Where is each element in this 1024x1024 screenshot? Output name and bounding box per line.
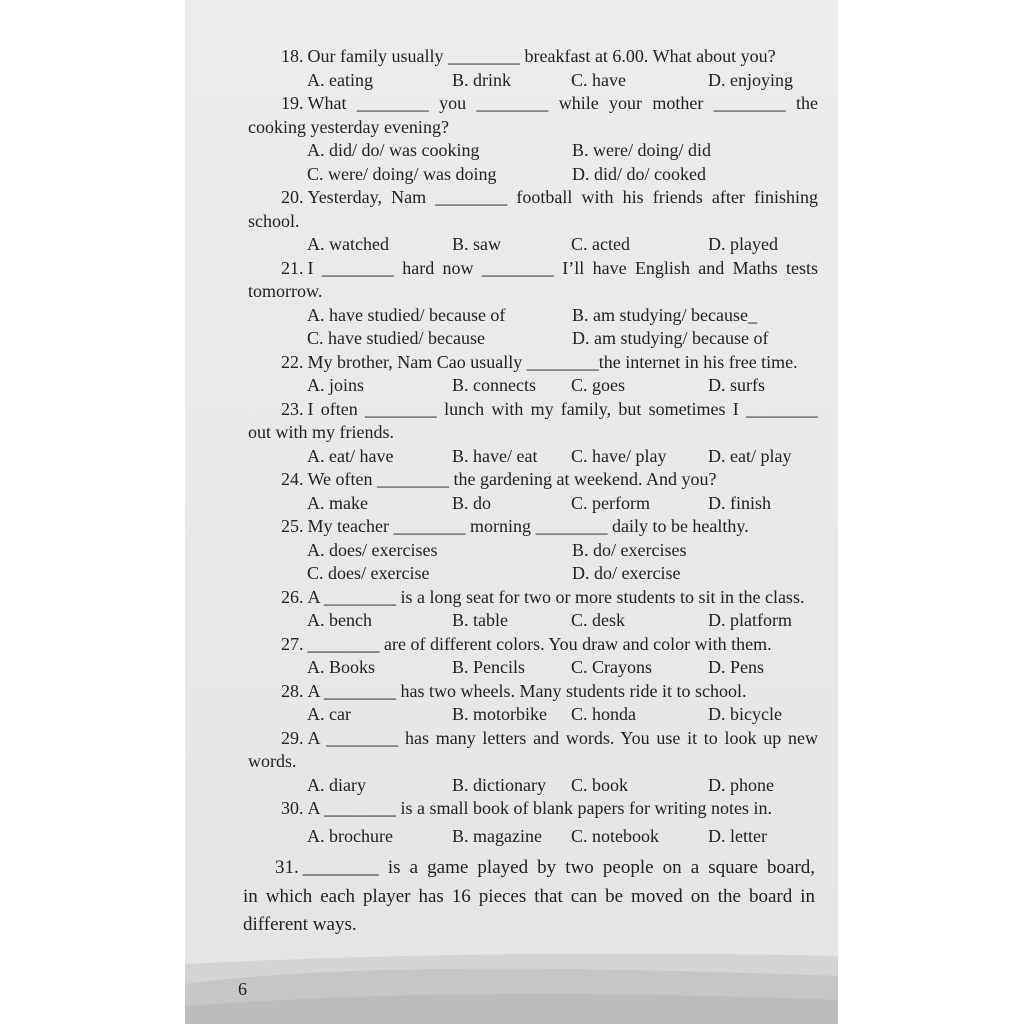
question-line	[248, 257, 818, 281]
page-number: 6	[238, 979, 247, 999]
option-b: B. have/ eat	[452, 445, 538, 466]
question-24	[248, 468, 818, 515]
question-number: 22.	[281, 351, 304, 372]
option-a: A. watched	[307, 234, 389, 254]
question-text: Yesterday, Nam ________ football with his friends after finishing	[307, 187, 818, 207]
options-row	[248, 825, 818, 849]
question-number: 31.	[275, 857, 299, 878]
question-text: A ________ is a small book of blank papers for writing notes in.	[307, 798, 772, 818]
question-23	[248, 398, 818, 469]
options-row	[248, 445, 818, 469]
question-29	[248, 727, 818, 798]
options-row	[248, 562, 818, 586]
option-b: B. saw	[452, 234, 501, 254]
question-20	[248, 186, 818, 257]
question-number: 28.	[281, 680, 304, 701]
question-30	[248, 797, 818, 848]
question-line	[248, 45, 818, 69]
option-c: C. have/ play	[571, 445, 667, 466]
option-b: B. table	[452, 610, 508, 630]
option-c: C. Crayons	[571, 657, 652, 677]
option-a: A. brochure	[307, 825, 393, 846]
question-number: 29.	[281, 727, 304, 748]
option-b: B. am studying/ because_	[572, 304, 757, 325]
question-31	[243, 854, 815, 940]
options-row	[248, 139, 818, 163]
option-b: B. were/ doing/ did	[572, 140, 711, 160]
question-number: 24.	[281, 469, 304, 489]
question-19	[248, 92, 818, 186]
question-28	[248, 680, 818, 727]
option-d: D. Pens	[708, 657, 765, 677]
option-a: A. bench	[307, 610, 372, 630]
question-18	[248, 45, 818, 92]
question-line-continued: cooking yesterday evening?	[248, 116, 449, 137]
option-d: D. did/ do/ cooked	[572, 163, 706, 184]
option-d: D. finish	[708, 492, 771, 513]
question-line	[248, 633, 818, 657]
question-text: What ________ you ________ while your mother ________ the	[307, 93, 818, 113]
question-number: 26.	[281, 586, 304, 607]
option-b: B. drink	[452, 69, 512, 90]
option-a: A. joins	[307, 375, 365, 395]
option-a: A. car	[307, 704, 351, 724]
option-a: A. diary	[307, 774, 366, 795]
option-a: A. eat/ have	[307, 445, 394, 466]
option-a: A. does/ exercises	[307, 539, 438, 560]
page-bottom-wave	[185, 934, 838, 1024]
question-text: My teacher ________ morning ________ daily to be healthy.	[307, 516, 749, 536]
question-26	[248, 586, 818, 633]
option-c: C. notebook	[571, 825, 659, 846]
question-number: 20.	[281, 187, 304, 207]
option-d: D. surfs	[708, 375, 765, 395]
options-row	[248, 609, 818, 633]
option-c: C. perform	[571, 492, 650, 513]
option-c: C. book	[571, 774, 629, 795]
option-b: B. connects	[452, 375, 536, 395]
options-row	[248, 656, 818, 680]
option-d: D. letter	[708, 825, 767, 846]
option-b: B. do/ exercises	[572, 539, 687, 560]
options-row	[248, 163, 818, 187]
option-a: A. did/ do/ was cooking	[307, 140, 480, 160]
question-line-continued: in which each player has 16 pieces that can be moved on the board in	[243, 885, 815, 907]
options-row	[248, 492, 818, 516]
question-text: I often ________ lunch with my family, but sometimes I ________	[307, 398, 818, 419]
question-line	[248, 92, 818, 116]
question-line-continued: different ways.	[243, 914, 357, 935]
option-c: C. have studied/ because	[307, 328, 485, 348]
question-text: ________ is a game played by two people on a square board,	[302, 857, 815, 878]
option-a: A. Books	[307, 657, 376, 677]
options-row	[248, 233, 818, 257]
options-row	[248, 539, 818, 563]
options-row	[248, 374, 818, 398]
option-b: B. Pencils	[452, 657, 526, 677]
question-25	[248, 515, 818, 586]
question-27	[248, 633, 818, 680]
question-number: 19.	[281, 93, 304, 113]
question-line	[248, 515, 818, 539]
question-line	[248, 351, 818, 375]
option-a: A. make	[307, 492, 368, 513]
option-c: C. acted	[571, 234, 630, 254]
options-row	[248, 774, 818, 798]
question-text: A ________ is a long seat for two or more students to sit in the class.	[307, 586, 805, 607]
question-text: We often ________ the gardening at weekend. And you?	[307, 469, 717, 489]
option-a: A. eating	[307, 69, 373, 90]
workbook-page	[185, 0, 838, 1024]
question-line	[243, 854, 815, 883]
question-line	[248, 727, 818, 751]
question-line	[248, 586, 818, 610]
option-c: C. honda	[571, 704, 636, 724]
question-text: My brother, Nam Cao usually ________the internet in his free time.	[307, 351, 798, 372]
option-c: C. does/ exercise	[307, 563, 430, 583]
question-line	[248, 186, 818, 210]
question-line-continued: tomorrow.	[248, 281, 323, 301]
question-line-continued: out with my friends.	[248, 422, 394, 442]
option-c: C. desk	[571, 610, 625, 630]
question-text: A ________ has two wheels. Many students ride it to school.	[307, 680, 747, 701]
option-c: C. have	[571, 69, 626, 90]
option-b: B. do	[452, 492, 492, 513]
option-c: C. goes	[571, 375, 625, 395]
option-d: D. phone	[708, 774, 774, 795]
question-line	[248, 797, 818, 821]
option-b: B. magazine	[452, 825, 542, 846]
options-row	[248, 304, 818, 328]
question-number: 21.	[281, 257, 304, 278]
question-21	[248, 257, 818, 351]
options-row	[248, 69, 818, 93]
question-number: 25.	[281, 516, 304, 536]
question-text: A ________ has many letters and words. You use it to look up new	[307, 727, 818, 748]
option-d: D. platform	[708, 610, 792, 630]
question-number: 23.	[281, 398, 304, 419]
question-line	[248, 680, 818, 704]
option-a: A. have studied/ because of	[307, 304, 506, 325]
option-c: C. were/ doing/ was doing	[307, 163, 497, 184]
question-number: 27.	[281, 633, 304, 654]
exercise-list	[243, 45, 818, 940]
question-number: 30.	[281, 798, 304, 818]
question-line-continued: words.	[248, 751, 297, 771]
option-d: D. enjoying	[708, 69, 793, 90]
options-row	[248, 327, 818, 351]
option-d: D. bicycle	[708, 704, 782, 724]
question-line	[248, 468, 818, 492]
question-number: 18.	[281, 46, 304, 66]
option-d: D. eat/ play	[708, 445, 792, 466]
question-text: Our family usually ________ breakfast at 6.00. What about you?	[307, 46, 776, 66]
option-d: D. played	[708, 234, 778, 254]
question-line	[248, 398, 818, 422]
question-text: ________ are of different colors. You draw and color with them.	[307, 633, 772, 654]
option-d: D. am studying/ because of	[572, 328, 769, 348]
question-line-continued: school.	[248, 210, 300, 231]
question-22	[248, 351, 818, 398]
options-row	[248, 703, 818, 727]
option-d: D. do/ exercise	[572, 563, 681, 583]
question-text: I ________ hard now ________ I’ll have English and Maths tests	[307, 257, 818, 278]
option-b: B. motorbike	[452, 704, 547, 724]
option-b: B. dictionary	[452, 774, 546, 795]
